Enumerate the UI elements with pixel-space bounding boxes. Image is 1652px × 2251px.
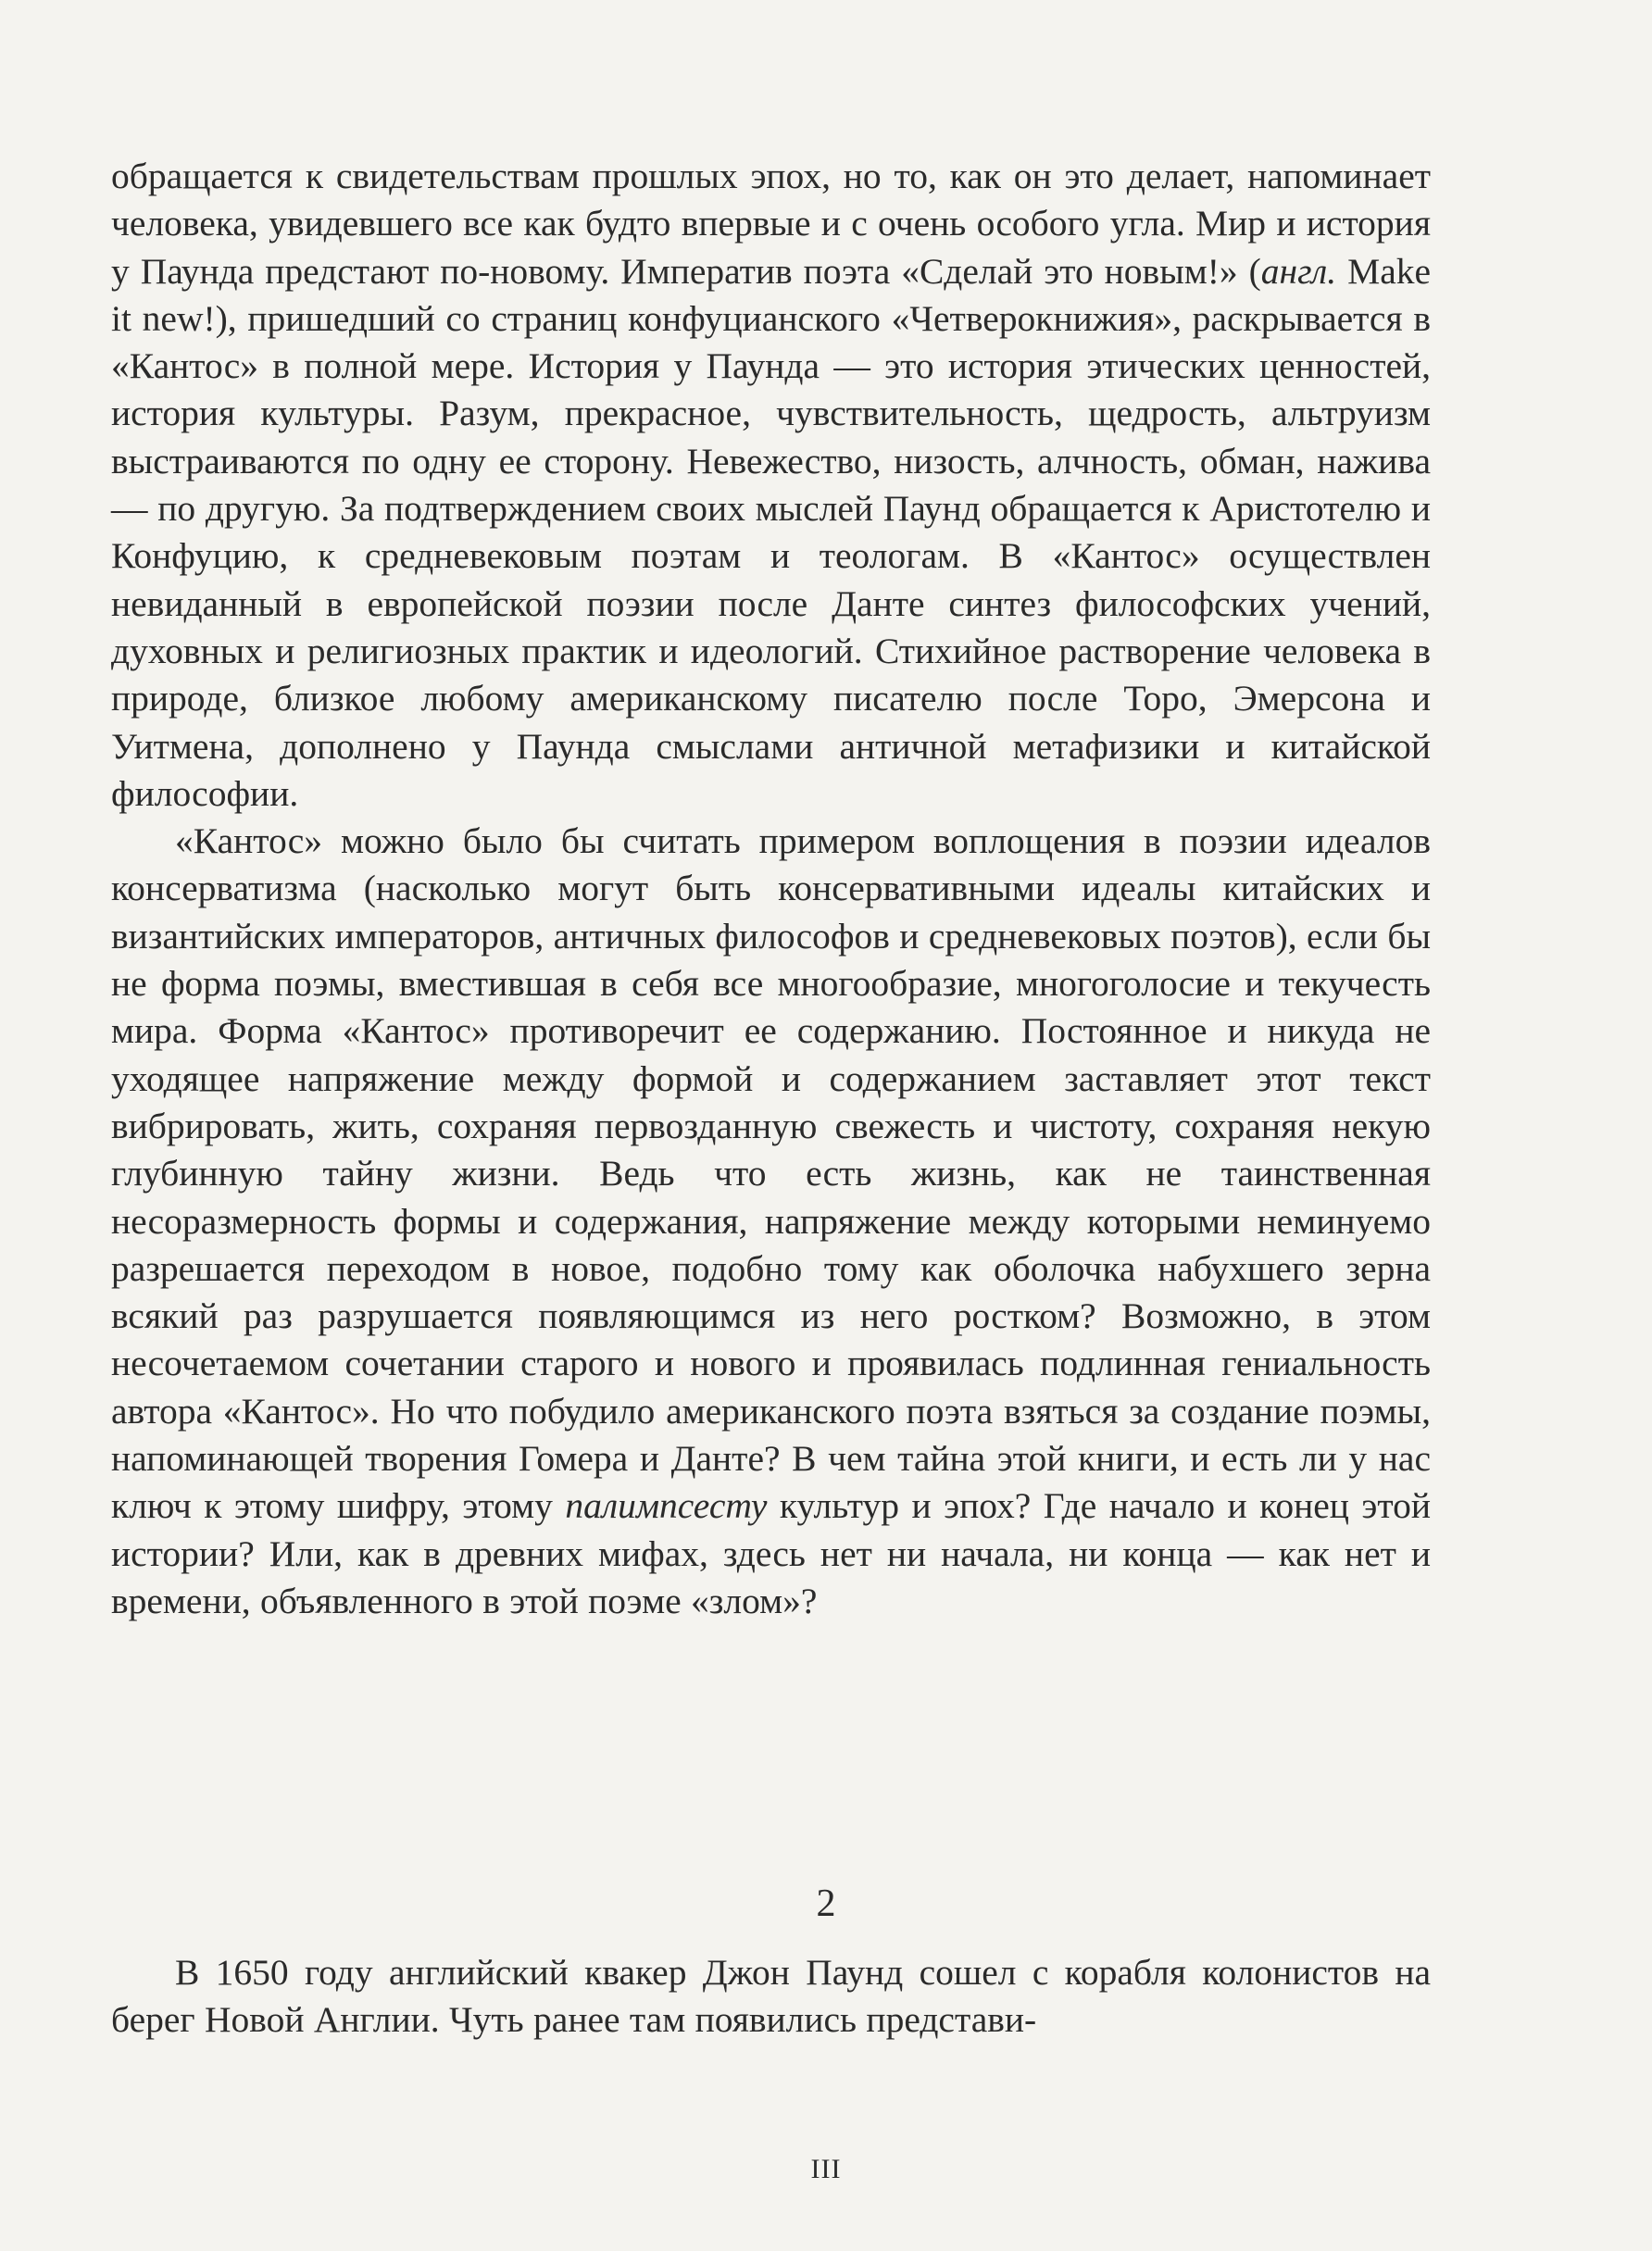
section-text	[111, 1949, 1431, 2045]
paragraph-1	[111, 153, 1431, 818]
page-number: III	[810, 2154, 842, 2184]
paragraph-1-part-b: Make it new!), пришедший со страниц конфуцианского «Четверокнижия», раскрывается в «Кантос» в полной мере. История у Паунда — это история этических ценностей, история культуры. Разум, прекрасное, чувствительность, щедрость, альтруизм выстраиваются по одну ее сторону. Невежество, низость, алчность, обман, нажива — по другую. За подтверждением своих мыслей Паунд обращается к Аристотелю и Конфуцию, к средневековым поэтам и теологам. В «Кантос» осуществлен невиданный в европейской поэзии после Данте синтез философских учений, духовных и религиозных практик и идеологий. Стихийное растворение человека в природе, близкое любому американскому писателю после Торо, Эмерсона и Уитмена, дополнено у Паунда смыслами античной метафизики и китайской философии.	[111, 250, 1432, 814]
paragraph-2-part-b: культур и эпох? Где начало и конец этой истории? Или, как в древних мифах, здесь нет ни начала, ни конца — как нет и времени, объявленного в этой поэме «злом»?	[111, 1485, 1431, 1621]
main-text	[111, 153, 1431, 1625]
paragraph-2-italic: палимпсесту	[565, 1485, 768, 1527]
section-number: 2	[816, 1882, 836, 1925]
section-paragraph: В 1650 году английский квакер Джон Паунд сошел с корабля колонистов на берег Новой Англии. Чуть ранее там появились представи-	[111, 1952, 1431, 2041]
paragraph-1-part-a: обращается к свидетельствам прошлых эпох, но то, как он это делает, напоминает человека, увидевшего все как будто впервые и с очень особого угла. Мир и история у Паунда предстают по-новому. Императив поэта «Сделай это новым!» (	[111, 156, 1431, 292]
paragraph-2	[111, 818, 1431, 1625]
paragraph-2-part-a: «Кантос» можно было бы считать примером воплощения в поэзии идеалов консерватизма (насколько могут быть консервативными идеалы китайских и византийских императоров, античных философов и средневековых поэтов), если бы не форма поэмы, вместившая в себя все многообразие, многоголосие и текучесть мира. Форма «Кантос» противоречит ее содержанию. Постоянное и никуда не уходящее напряжение между формой и содержанием заставляет этот текст вибрировать, жить, сохраняя первозданную свежесть и чистоту, сохраняя некую глубинную тайну жизни. Ведь что есть жизнь, как не таинственная несоразмерность формы и содержания, напряжение между которыми неминуемо разрешается переходом в новое, подобно тому как оболочка набухшего зерна всякий раз разрушается появляющимся из него ростком? Возможно, в этом несочетаемом сочетании старого и нового и проявилась подлинная гениальность автора «Кантос». Но что побудило американского поэта взяться за создание поэмы, напоминающей творения Гомера и Данте? В чем тайна этой книги, и есть ли у нас ключ к этому шифру, этому	[111, 820, 1431, 1527]
paragraph-1-italic: англ.	[1260, 250, 1337, 292]
